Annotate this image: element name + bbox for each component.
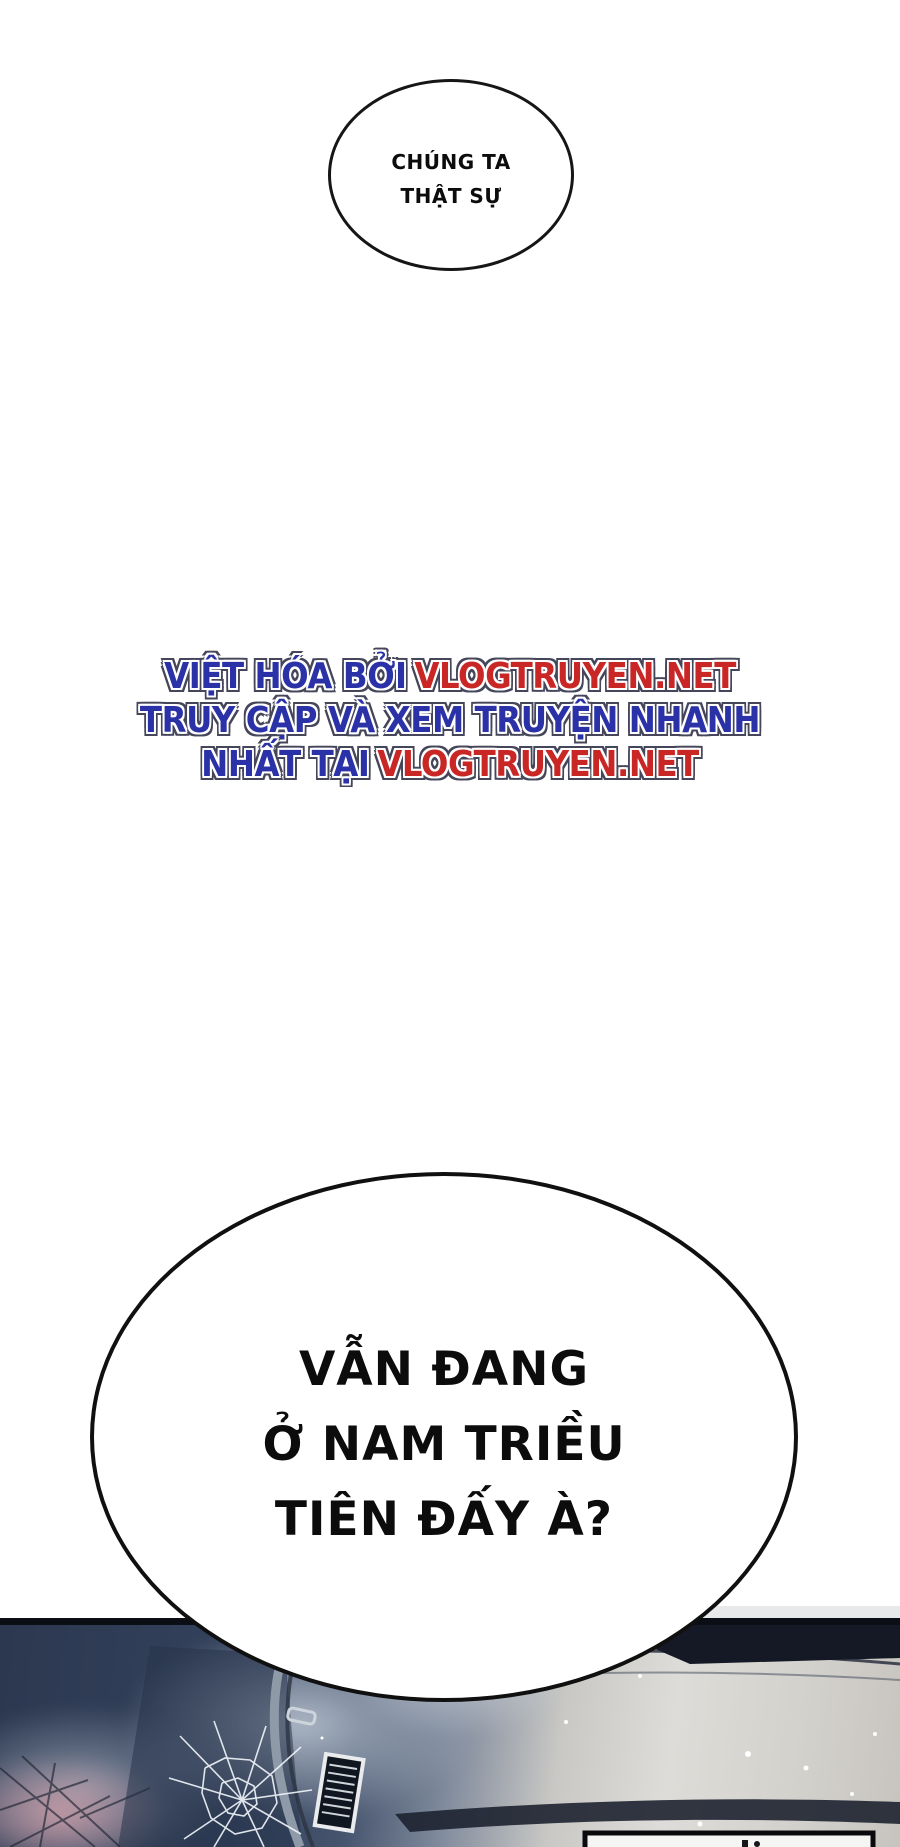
truck-trim-band — [395, 1799, 900, 1832]
speech-bubble-top — [328, 79, 574, 271]
watermark-text-blue: TRUY CẬP VÀ XEM TRUYỆN NHANH — [139, 700, 761, 741]
vent-grille — [315, 1754, 364, 1831]
watermark-text-blue: VIỆT HÓA BỞI — [164, 656, 407, 697]
door-handle — [287, 1707, 316, 1724]
watermark-line-1 — [45, 655, 855, 699]
speech-text-line: TIÊN ĐẤY À? — [274, 1491, 614, 1547]
watermark-site-red: VLOGTRUYEN.NET — [414, 656, 736, 697]
watermark-site-red: VLOGTRUYEN.NET — [377, 744, 699, 785]
watermark-line-3 — [45, 743, 855, 787]
license-plate — [585, 1833, 873, 1847]
speech-text-line: Ở NAM TRIỀU — [262, 1416, 626, 1472]
speech-text-line: CHÚNG TA — [391, 150, 511, 174]
speech-text-line: THẬT SỰ — [400, 184, 502, 208]
watermark-text-blue: NHẤT TẠI — [201, 744, 370, 785]
watermark-line-2 — [45, 699, 855, 743]
translator-watermark — [45, 655, 855, 787]
plate-mark — [742, 1840, 748, 1847]
speech-text-line: VẪN ĐANG — [298, 1341, 590, 1397]
plate-mark — [754, 1841, 760, 1847]
speech-bubble-bottom — [90, 1172, 798, 1702]
